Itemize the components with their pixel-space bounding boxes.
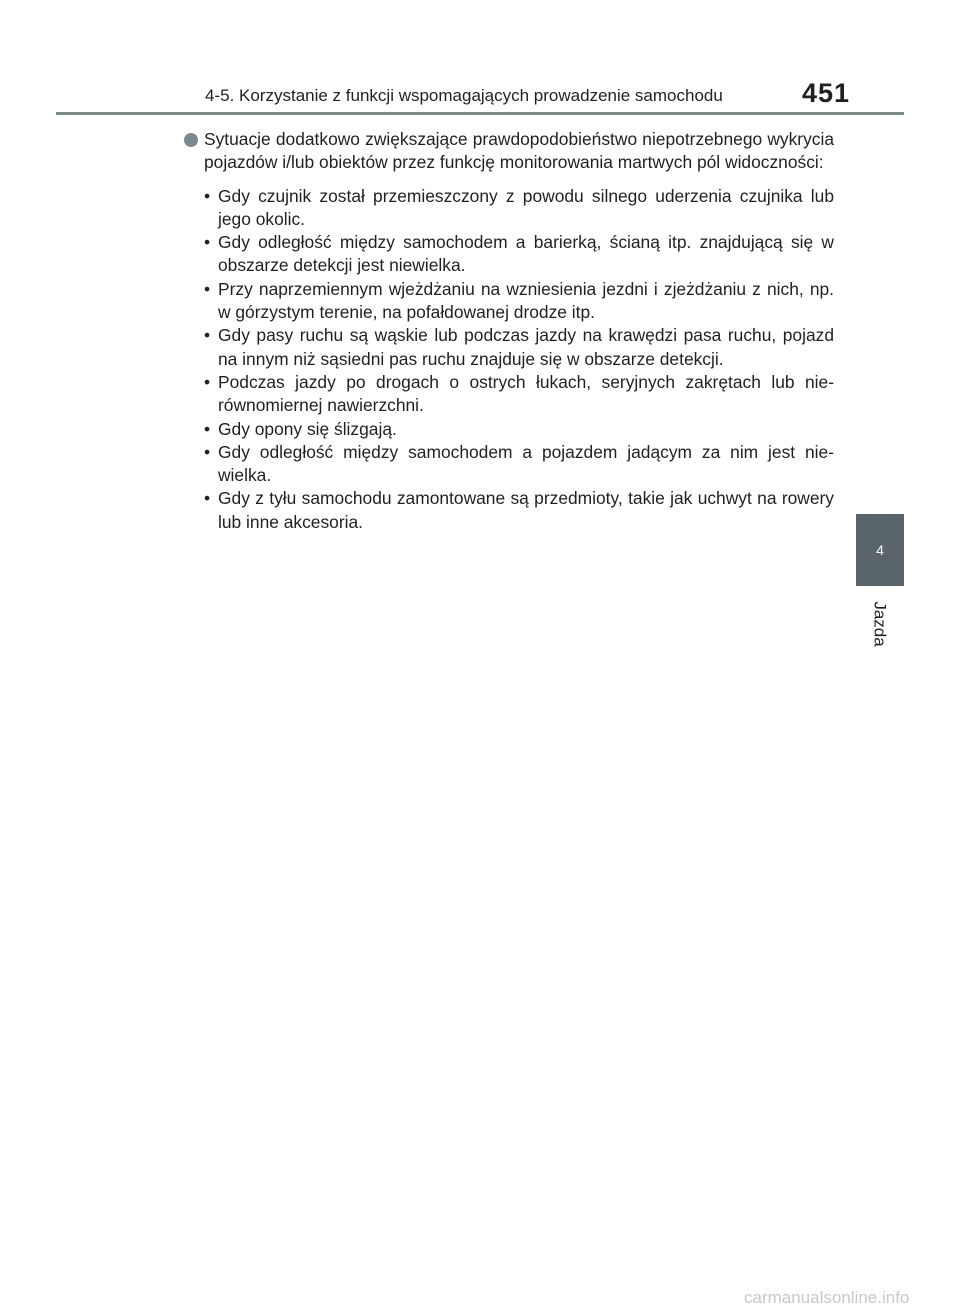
bullet-marker: • (204, 488, 211, 509)
list-item (184, 278, 834, 325)
bullet-marker: • (204, 278, 211, 299)
list-item-text: Gdy pasy ruchu są wąskie lub podczas jazdy na krawędzi pasa ruchu, pojazd na innym niż sąsiedni pas ruchu znajduje się w obszarze detekcji. (218, 325, 834, 369)
header-rule (56, 112, 904, 115)
list-item (184, 441, 834, 488)
chapter-label (860, 594, 900, 654)
list-item-text: Przy naprzemiennym wjeżdżaniu na wzniesienia jezdni i zjeżdżaniu z nich, np. w górzystym terenie, na pofałdowanej drodze itp. (218, 278, 834, 323)
chapter-label-text: Jazda (871, 601, 890, 647)
list-item-text: Podczas jazdy po drogach o ostrych łukach, seryjnych zakrętach lub nie-równomiernej nawierzchni. (218, 371, 834, 416)
list-item-text: Gdy z tyłu samochodu zamontowane są przedmioty, takie jak uchwyt na rowery lub inne akcesoria. (218, 488, 834, 532)
bullet-marker: • (204, 371, 211, 392)
bullet-marker: • (204, 325, 211, 346)
situation-list (184, 185, 834, 534)
list-item (184, 418, 834, 441)
list-item-text: Gdy czujnik został przemieszczony z powodu silnego uderzenia czujnika lub jego okolic. (218, 185, 834, 229)
list-item-text: Gdy opony się ślizgają. (218, 418, 397, 439)
list-item (184, 324, 834, 371)
list-item (184, 371, 834, 418)
lead-paragraph (184, 128, 834, 175)
chapter-tab (856, 514, 904, 586)
chapter-number: 4 (876, 542, 884, 558)
list-item-text: Gdy odległość między samochodem a barierką, ścianą itp. znajdującą się w obszarze detekcji jest niewielka. (218, 232, 834, 276)
lead-text: Sytuacje dodatkowo zwiększające prawdopodobieństwo niepotrzebnego wykrycia pojazdów i/lub obiektów przez funkcję monitorowania martwych pól widoczności: (204, 129, 834, 173)
page-number: 451 (802, 78, 851, 108)
bullet-marker: • (204, 232, 211, 253)
list-item (184, 487, 834, 534)
bullet-marker: • (204, 185, 211, 206)
list-item (184, 185, 834, 232)
list-item-text: Gdy odległość między samochodem a pojazdem jadącym za nim jest nie-wielka. (218, 441, 834, 486)
main-content (184, 128, 834, 534)
bullet-marker: • (204, 441, 211, 462)
bullet-marker: • (204, 418, 211, 439)
header-title: 4-5. Korzystanie z funkcji wspomagających prowadzenie samochodu (205, 86, 723, 105)
circle-bullet-icon (184, 133, 198, 147)
list-item (184, 231, 834, 278)
watermark: carmanualsonline.info (744, 1288, 910, 1307)
